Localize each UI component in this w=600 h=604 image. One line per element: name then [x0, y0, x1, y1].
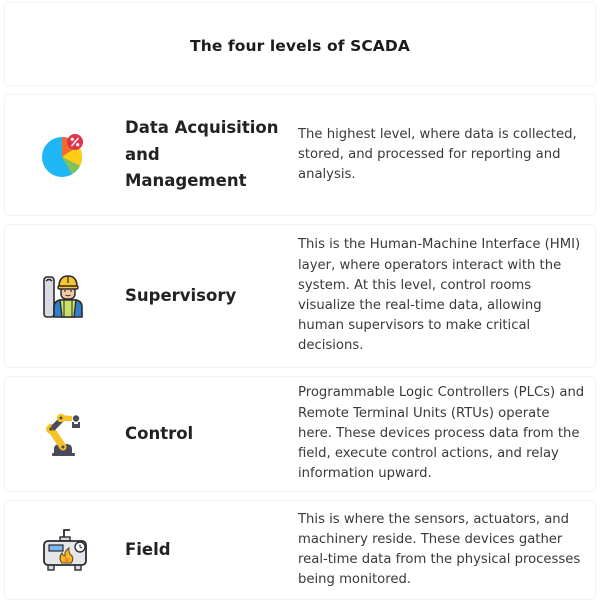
- level-row-field: [4, 500, 596, 600]
- level-description: The highest level, where data is collected, stored, and processed for reporting and analysis.: [298, 126, 577, 183]
- level-row-control: [4, 376, 596, 492]
- industrial-machine-icon: [40, 525, 90, 575]
- pie-chart-percent-icon: [40, 130, 90, 180]
- level-name: Field: [125, 539, 171, 559]
- level-name: Supervisory: [125, 285, 237, 305]
- level-icon-cell: [5, 130, 115, 180]
- page-title: The four levels of SCADA: [190, 37, 410, 55]
- level-description: Programmable Logic Controllers (PLCs) and Remote Terminal Units (RTUs) operate here. These devices process data from the field, execute control actions, and relay information upward.: [298, 385, 585, 482]
- level-icon-cell: [5, 271, 115, 321]
- level-row-data-acquisition: [4, 94, 596, 216]
- level-icon-cell: [5, 525, 115, 575]
- level-description: This is the Human-Machine Interface (HMI) layer, where operators interact with the system. At this level, control rooms visualize the real-time data, allowing human supervisors to make critical decisions.: [298, 237, 581, 354]
- title-card: [4, 2, 596, 86]
- level-description: This is where the sensors, actuators, and machinery reside. These devices gather real-time data from the physical processes being monitored.: [298, 511, 581, 588]
- level-name: Data Acquisition and Management: [125, 118, 279, 191]
- level-name: Control: [125, 423, 194, 443]
- level-row-supervisory: [4, 224, 596, 368]
- robotic-arm-icon: [40, 409, 90, 459]
- level-icon-cell: [5, 409, 115, 459]
- engineer-with-blueprint-icon: [40, 271, 90, 321]
